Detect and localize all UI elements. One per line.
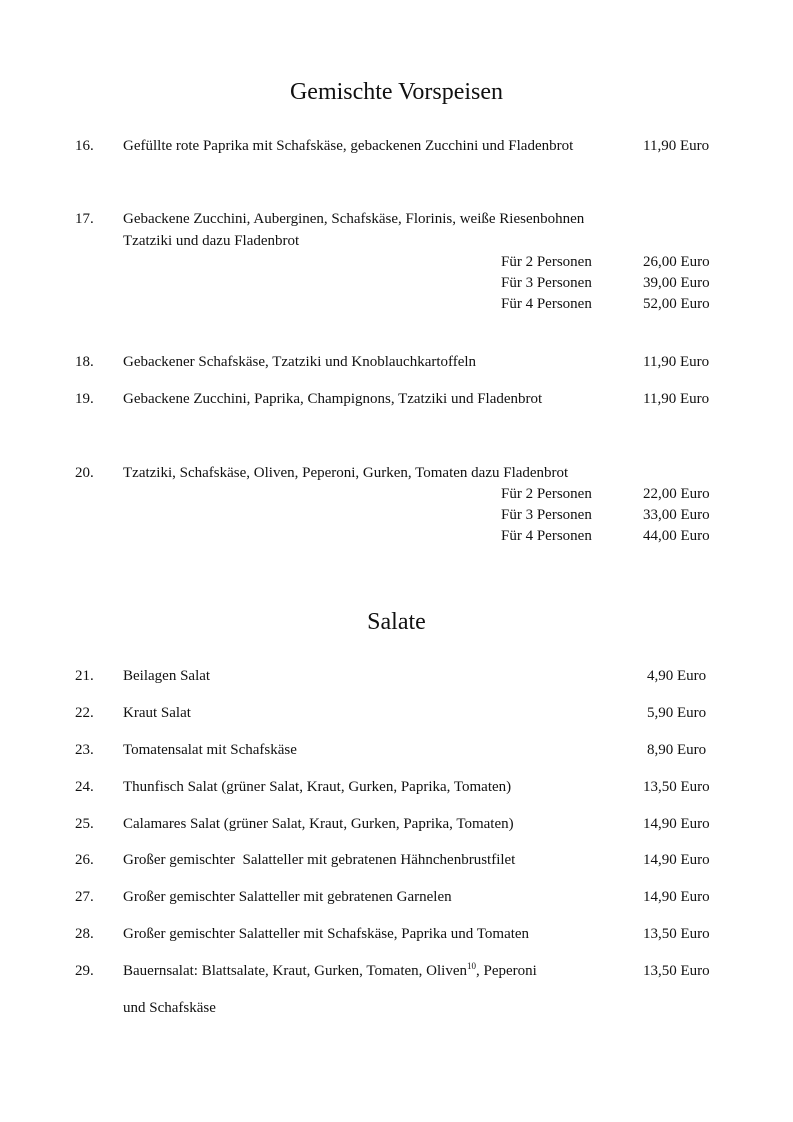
- item-description-line2: Tzatziki und dazu Fladenbrot: [123, 233, 300, 249]
- item-description: Gebackene Zucchini, Auberginen, Schafskäse, Florinis, weiße Riesenbohnen: [123, 211, 585, 227]
- item-price: 14,90 Euro: [643, 816, 710, 832]
- menu-item-26: [0, 850, 793, 870]
- item-price: 11,90 Euro: [643, 138, 710, 154]
- item-number: 18.: [75, 354, 94, 370]
- menu-item-28: [0, 924, 793, 944]
- item-price: 5,90 Euro: [647, 705, 707, 721]
- option-price: 22,00 Euro: [643, 486, 710, 502]
- item-description: Großer gemischter Salatteller mit gebratenen Garnelen: [123, 889, 452, 905]
- item-price: 14,90 Euro: [643, 889, 710, 905]
- option-price: 52,00 Euro: [643, 296, 710, 312]
- menu-item-22: [0, 703, 793, 723]
- menu-item-29: [0, 961, 793, 981]
- option-label: Für 4 Personen: [501, 528, 592, 544]
- item-number: 23.: [75, 742, 94, 758]
- item-description: [123, 961, 537, 981]
- item-description: Gebackener Schafskäse, Tzatziki und Knoblauchkartoffeln: [123, 354, 477, 370]
- item-price: 8,90 Euro: [647, 742, 707, 758]
- menu-item-17-option-3: [0, 273, 793, 293]
- item-number: 21.: [75, 668, 94, 684]
- item-price: 14,90 Euro: [643, 852, 710, 868]
- menu-item-29-continuation: [0, 998, 793, 1018]
- section-title-salate: Salate: [367, 609, 426, 635]
- item-price: 4,90 Euro: [647, 668, 707, 684]
- item-number: 16.: [75, 138, 94, 154]
- menu-item-23: [0, 740, 793, 760]
- menu-item-18: [0, 352, 793, 372]
- menu-item-17-continuation: [0, 231, 793, 251]
- menu-item-20-option-2: [0, 484, 793, 504]
- menu-item-19: [0, 389, 793, 409]
- item-description: Tomatensalat mit Schafskäse: [123, 742, 297, 758]
- item-description: Tzatziki, Schafskäse, Oliven, Peperoni, Gurken, Tomaten dazu Fladenbrot: [123, 465, 569, 481]
- option-label: Für 2 Personen: [501, 254, 592, 270]
- menu-item-20: [0, 463, 793, 483]
- item-number: 25.: [75, 816, 94, 832]
- item-description: Gefüllte rote Paprika mit Schafskäse, gebackenen Zucchini und Fladenbrot: [123, 138, 574, 154]
- item-number: 20.: [75, 465, 94, 481]
- option-price: 39,00 Euro: [643, 275, 710, 291]
- item-description: Calamares Salat (grüner Salat, Kraut, Gurken, Paprika, Tomaten): [123, 816, 514, 832]
- item-description-part1: Bauernsalat: Blattsalate, Kraut, Gurken, Tomaten, Oliven: [123, 963, 467, 979]
- option-label: Für 2 Personen: [501, 486, 592, 502]
- item-description: Kraut Salat: [123, 705, 191, 721]
- item-price: 11,90 Euro: [643, 354, 710, 370]
- item-number: 29.: [75, 963, 94, 979]
- menu-item-17-option-4: [0, 294, 793, 314]
- option-price: 44,00 Euro: [643, 528, 710, 544]
- item-number: 22.: [75, 705, 94, 721]
- item-price: 13,50 Euro: [643, 779, 710, 795]
- menu-item-17: [0, 209, 793, 229]
- item-description: Beilagen Salat: [123, 668, 211, 684]
- item-price: 13,50 Euro: [643, 963, 710, 979]
- allergen-footnote: 10: [467, 961, 476, 971]
- item-price: 13,50 Euro: [643, 926, 710, 942]
- item-number: 24.: [75, 779, 94, 795]
- item-price: 11,90 Euro: [643, 391, 710, 407]
- item-description: Großer gemischter Salatteller mit gebratenen Hähnchenbrustfilet: [123, 852, 516, 868]
- menu-item-24: [0, 777, 793, 797]
- option-label: Für 3 Personen: [501, 507, 592, 523]
- section-title-vorspeisen: Gemischte Vorspeisen: [289, 79, 504, 105]
- menu-item-25: [0, 814, 793, 834]
- menu-item-21: [0, 666, 793, 686]
- item-number: 19.: [75, 391, 94, 407]
- item-description-line2: und Schafskäse: [123, 1000, 216, 1016]
- item-description: Thunfisch Salat (grüner Salat, Kraut, Gurken, Paprika, Tomaten): [123, 779, 512, 795]
- item-description-part2: , Peperoni: [476, 963, 537, 979]
- item-description: Gebackene Zucchini, Paprika, Champignons, Tzatziki und Fladenbrot: [123, 391, 543, 407]
- item-number: 27.: [75, 889, 94, 905]
- menu-item-20-option-4: [0, 526, 793, 546]
- option-price: 26,00 Euro: [643, 254, 710, 270]
- option-price: 33,00 Euro: [643, 507, 710, 523]
- item-description: Großer gemischter Salatteller mit Schafskäse, Paprika und Tomaten: [123, 926, 530, 942]
- menu-item-27: [0, 887, 793, 907]
- item-number: 28.: [75, 926, 94, 942]
- menu-item-20-option-3: [0, 505, 793, 525]
- item-number: 17.: [75, 211, 94, 227]
- option-label: Für 3 Personen: [501, 275, 592, 291]
- option-label: Für 4 Personen: [501, 296, 592, 312]
- menu-item-16: [0, 136, 793, 156]
- menu-item-17-option-2: [0, 252, 793, 272]
- item-number: 26.: [75, 852, 94, 868]
